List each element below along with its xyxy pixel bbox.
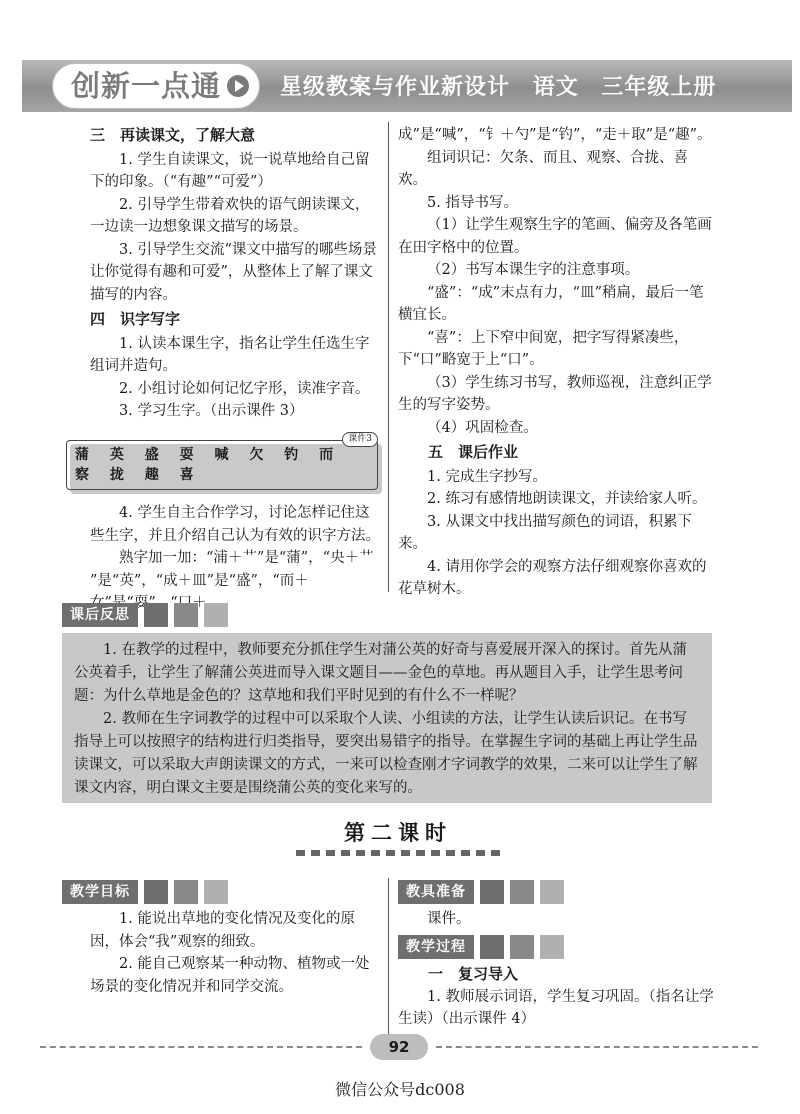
reflection-label-text: 课后反思: [62, 603, 138, 627]
left-column: [90, 124, 380, 423]
paragraph: 课件。: [427, 911, 471, 927]
label-square: [480, 880, 504, 904]
paragraph: 熟字加一加：“浦＋艹”是“蒲”，“央＋艹 ”是“英”，“成＋皿”是“盛”，“而＋ 耍 ＋: [90, 550, 374, 611]
section-three-heading: 三 再读课文，了解大意: [90, 126, 256, 144]
paragraph: 2. 练习有感情地朗读课文，并读给家人听。: [427, 491, 707, 507]
play-icon: [227, 75, 249, 97]
paragraph: 成”是“喊”，“钅＋勺”是“钓”，“走＋取”是“趣”。: [398, 127, 712, 143]
paragraph: 2. 能自己观察某一种动物、植物或一处场景的变化情况并和同学交流。: [90, 956, 370, 995]
book-series: 星级教案与作业新设计: [280, 75, 511, 100]
paragraph: 1. 认读本课生字，指名让学生任选生字组词并造句。: [90, 335, 370, 374]
reflection-paragraph: 2. 教师在生字词教学的过程中可以采取个人读、小组读的方法，让学生认读后识记。在书写指导上可以按照字的结构进行归类指导，要突出易错字的指导。在掌握生字词的基础上再让学生品读课文，可以采取大声朗读课文的方式，一来可以检查刚才字词教学的效果，二来可以让学生了解课文内容，明白课文主要是围绕蒲公英的变化来写的。: [74, 711, 698, 796]
label-square: [510, 880, 534, 904]
page-number: 92: [370, 1034, 428, 1060]
section-four-heading: 四 识字写字: [90, 310, 181, 328]
label-square: [144, 603, 168, 627]
right-column: [398, 124, 716, 601]
footer-line-right: [436, 1046, 758, 1048]
label-square: [510, 935, 534, 959]
label-square: [540, 880, 564, 904]
paragraph: （3）学生练习书写，教师巡视，注意纠正学生的写字姿势。: [398, 374, 712, 413]
book-title: [280, 70, 720, 101]
paragraph: 1. 教师展示词语，学生复习巩固。（指名让学生读）（出示课件 4）: [398, 988, 714, 1027]
reflection-paragraph: 1. 在教学的过程中，教师要充分抓住学生对蒲公英的好奇与喜爱展开深入的探讨。首先从蒲公英着手，让学生了解蒲公英进而导入课文题目——金色的草地。再从题目入手，让学生思考问题：为什么草地是金色的？这草地和我们平时见到的有什么不一样呢？: [74, 642, 687, 704]
reflection-label: [62, 603, 228, 627]
label-square: [204, 603, 228, 627]
paragraph: “喜”：上下窄中间宽，把字写得紧凑些，下“口”略宽于上“口”。: [398, 329, 689, 368]
paragraph: 2. 引导学生带着欢快的语气朗读课文，一边读一边想象课文描写的场景。: [90, 196, 370, 235]
teaching-process-label-text: 教学过程: [398, 935, 474, 959]
column-divider: [388, 122, 389, 592]
label-square: [174, 880, 198, 904]
teaching-tools-label-text: 教具准备: [398, 880, 474, 904]
label-square: [174, 603, 198, 627]
reflection-box: [62, 633, 712, 803]
tools-text: [398, 908, 716, 931]
label-square: [144, 880, 168, 904]
left-column-lower: [90, 502, 380, 615]
watermark: 微信公众号dc008: [335, 1080, 465, 1099]
teaching-goals-label: [62, 880, 228, 904]
paragraph: （2）书写本课生字的注意事项。: [427, 262, 640, 278]
label-square: [540, 935, 564, 959]
lesson-title-underline: [296, 848, 504, 858]
paragraph: “盛”：“成”末点有力，“皿”稍扁，最后一笔横宜长。: [398, 284, 704, 323]
teaching-goals-label-text: 教学目标: [62, 880, 138, 904]
book-subject: 语文: [532, 75, 579, 100]
paragraph: 3. 从课文中找出描写颜色的词语，积累下来。: [398, 513, 692, 552]
paragraph: 1. 学生自读课文，说一说草地给自己留下的印象。（“有趣”“可爱”）: [90, 151, 370, 190]
paragraph: 2. 小组讨论如何记忆字形，读准字音。: [119, 380, 370, 397]
process-text: [398, 963, 716, 1031]
paragraph: 1. 能说出草地的变化情况及变化的原因，体会“我”观察的细致。: [90, 911, 355, 950]
paragraph: 3. 引导学生交流“课文中描写的哪些场景让你觉得有趣和可爱”，从整体上了解了课文描写的内容。: [90, 241, 377, 303]
paragraph: （4）巩固检查。: [427, 419, 538, 436]
brand-text: 创新一点通: [71, 69, 222, 103]
footer-line-left: [40, 1046, 362, 1048]
book-grade: 三年级上册: [601, 75, 717, 100]
new-characters-box: [66, 434, 378, 490]
section-five-heading: 五 课后作业: [428, 443, 519, 461]
paragraph: 组词识记：欠条、而且、观察、合拢、喜欢。: [398, 149, 688, 188]
new-characters: 蒲 英 盛 耍 喊 欠 钓 而 察 拢 趣 喜: [75, 447, 342, 483]
paragraph: 4. 学生自主合作学习，讨论怎样记住这些生字，并且介绍自己认为有效的识字方法。: [90, 505, 380, 544]
teaching-process-label: [398, 935, 564, 959]
paragraph: 4. 请用你学会的观察方法仔细观察你喜欢的花草树木。: [398, 558, 707, 597]
lesson-title: 第二课时: [344, 821, 452, 845]
label-square: [480, 935, 504, 959]
paragraph: 1. 完成生字抄写。: [427, 468, 547, 485]
label-square: [204, 880, 228, 904]
review-heading: 一 复习导入: [428, 965, 519, 983]
goals-text: [90, 908, 380, 998]
brand-badge: [52, 63, 260, 109]
paragraph: 5. 指导书写。: [427, 194, 518, 211]
courseware-tag: 课件3: [342, 432, 378, 447]
paragraph: 3. 学习生字。（出示课件 3）: [119, 403, 304, 419]
teaching-tools-label: [398, 880, 564, 904]
paragraph: （1）让学生观察生字的笔画、偏旁及各笔画在田字格中的位置。: [398, 217, 712, 256]
column-divider: [388, 878, 389, 1036]
